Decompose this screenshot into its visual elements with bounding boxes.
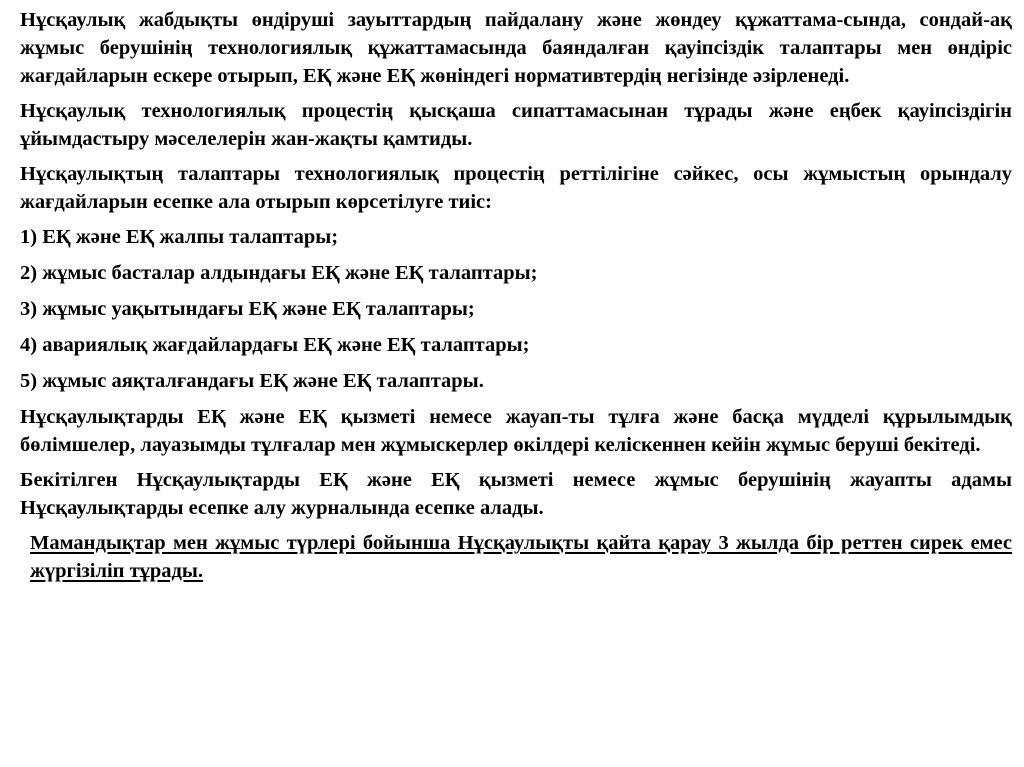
requirements-list bbox=[20, 223, 1012, 395]
slide-content bbox=[20, 6, 1012, 592]
list-item: 5) жұмыс аяқталғандағы ЕҚ және ЕҚ талаптары. bbox=[20, 370, 484, 392]
paragraph-revision-wrapper bbox=[20, 529, 1012, 585]
paragraph-development: Нұсқаулық жабдықты өндіруші зауыттардың пайдалану және жөндеу құжаттама-сында, сондай-ақ жұмыс берушінің технологиялық құжаттамасында баяндалған қауіпсіздік талаптары мен өндіріс жағдайларын ескере отырып, ЕҚ және ЕҚ жөніндегі нормативтердің негізінде әзірленеді. bbox=[20, 9, 1012, 87]
paragraph-requirements-intro: Нұсқаулықтың талаптары технологиялық процестің реттілігіне сәйкес, осы жұмыстың орындалу жағдайларын есепке ала отырып көрсетілуге тиіс: bbox=[20, 163, 1012, 213]
list-item: 3) жұмыс уақытындағы ЕҚ және ЕҚ талаптары; bbox=[20, 298, 475, 320]
list-item: 1) ЕҚ және ЕҚ жалпы талаптары; bbox=[20, 226, 339, 248]
list-item: 2) жұмыс басталар алдындағы ЕҚ және ЕҚ талаптары; bbox=[20, 262, 538, 284]
list-item: 4) авариялық жағдайлардағы ЕҚ және ЕҚ талаптары; bbox=[20, 334, 530, 356]
paragraph-approval: Нұсқаулықтарды ЕҚ және ЕҚ қызметі немесе жауап-ты тұлға және басқа мүдделі құрылымдық бөлімшелер, лауазымды тұлғалар мен жұмыскерлер өкілдері келіскеннен кейін жұмыс беруші бекітеді. bbox=[20, 406, 1012, 456]
paragraph-registration: Бекітілген Нұсқаулықтарды ЕҚ және ЕҚ қызметі немесе жұмыс берушінің жауапты адамы Нұсқаулықтарды есепке алу журналында есепке алады. bbox=[20, 469, 1012, 519]
paragraph-content-description: Нұсқаулық технологиялық процестің қысқаша сипаттамасынан тұрады және еңбек қауіпсіздігін ұйымдастыру мәселелерін жан-жақты қамтиды. bbox=[20, 100, 1012, 150]
paragraph-revision: Мамандықтар мен жұмыс түрлері бойынша Нұсқаулықты қайта қарау 3 жылда бір реттен сирек емес жүргізіліп тұрады. bbox=[30, 532, 1012, 582]
